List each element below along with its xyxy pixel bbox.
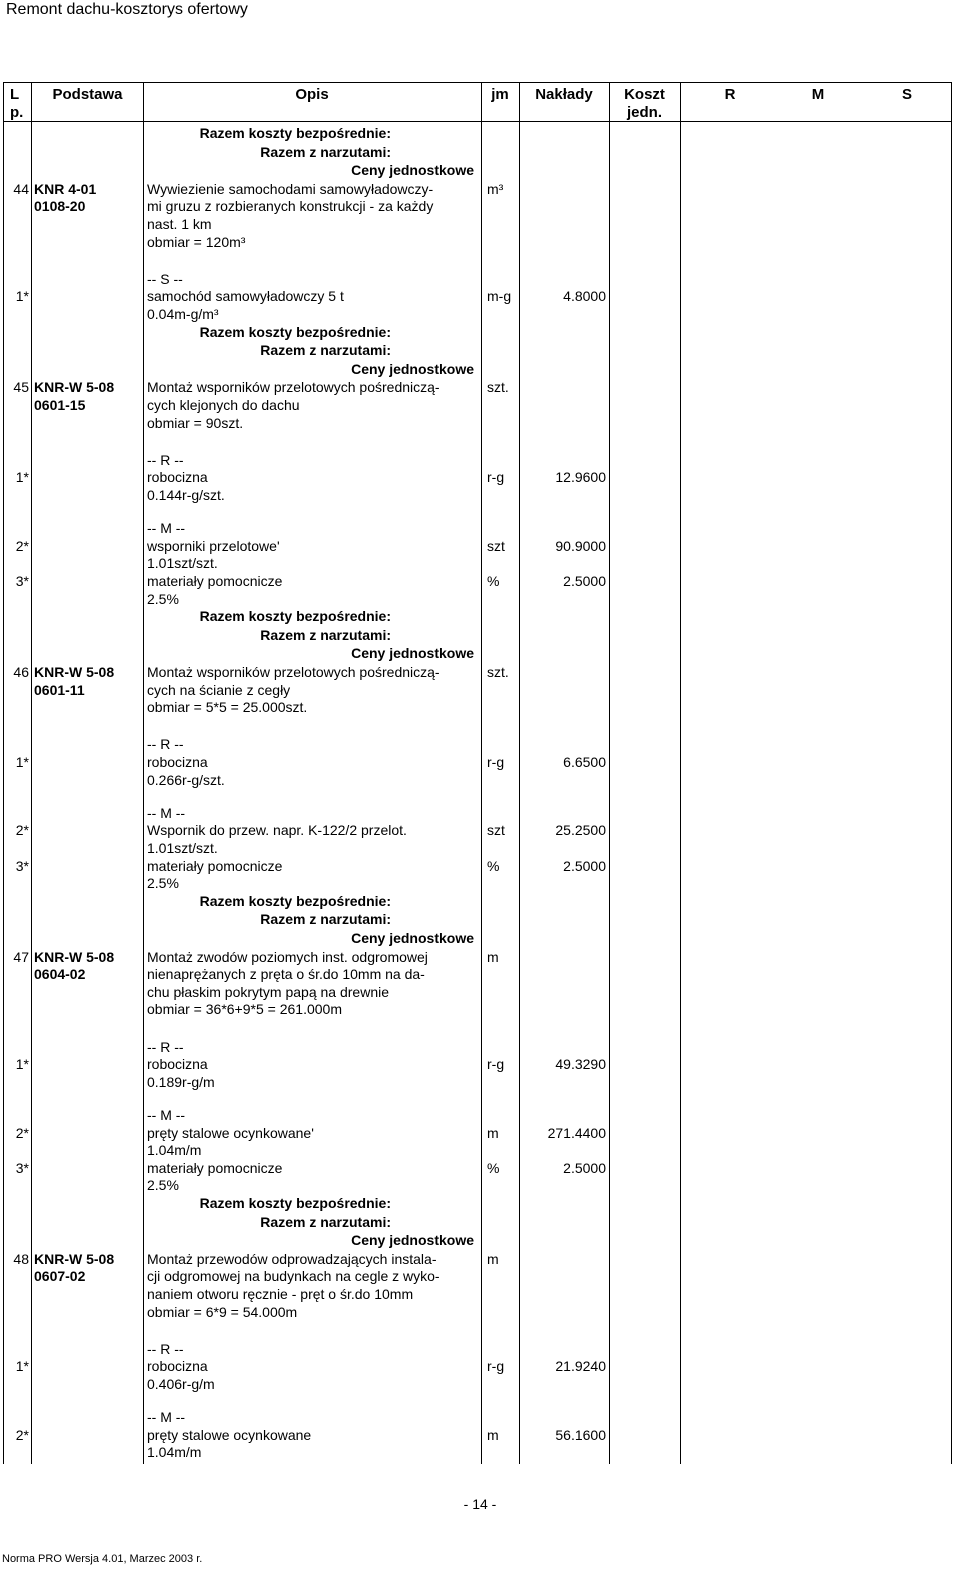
resource-quantity: 12.9600 [555, 469, 606, 486]
resource-unit: r-g [487, 1358, 505, 1375]
position-unit: szt. [487, 379, 509, 396]
resource-number: 3* [15, 1159, 29, 1176]
position-number: 46 [13, 664, 29, 680]
resource-norm: 1.04m/m [147, 1444, 202, 1461]
resource-number: 1* [15, 754, 29, 770]
resource-quantity: 90.9000 [555, 537, 606, 554]
col-divider [951, 83, 952, 1464]
position-base: KNR 4-01 0108-20 [34, 180, 97, 215]
summary-unit-prices: Ceny jednostkowe [351, 930, 474, 946]
summary-with-overhead: Razem z narzutami: [260, 626, 391, 643]
resource-unit: r-g [487, 1056, 505, 1073]
position-unit: szt. [487, 664, 509, 680]
footer-note: Norma PRO Wersja 4.01, Marzec 2003 r. [2, 1553, 203, 1565]
position-description: Wywiezienie samochodami samowyładowczy- mi gruzu z rozbieranych konstrukcji - za każdy nast. 1 km obmiar = 120m³ [147, 180, 434, 250]
column-header-m: M [811, 86, 825, 103]
column-header-s: S [901, 86, 912, 103]
resource-norm: 2.5% [147, 590, 179, 607]
resource-norm: 0.266r-g/szt. [147, 771, 225, 788]
resource-section-label: -- R -- [147, 1038, 184, 1055]
column-header-naklady: Nakłady [535, 86, 593, 103]
resource-norm: 1.01szt/szt. [147, 840, 218, 856]
position-number: 45 [13, 379, 29, 396]
resource-section-label: -- R -- [147, 1340, 184, 1357]
resource-name: robocizna [147, 754, 208, 770]
resource-norm: 1.04m/m [147, 1142, 202, 1159]
header-bottom-rule [3, 121, 952, 122]
position-description: Montaż wsporników przelotowych pośredniczą- cych na ścianie z cegły obmiar = 5*5 = 25.000szt. [147, 664, 440, 716]
position-base: KNR-W 5-08 0601-11 [34, 664, 115, 698]
resource-unit: r-g [487, 754, 505, 770]
position-base: KNR-W 5-08 0607-02 [34, 1250, 115, 1285]
summary-direct-costs: Razem koszty bezpośrednie: [199, 323, 391, 340]
resource-section-label: -- R -- [147, 736, 184, 753]
resource-number: 1* [15, 1056, 29, 1073]
resource-name: materiały pomocnicze [147, 857, 283, 874]
resource-name: materiały pomocnicze [147, 1159, 283, 1176]
position-number: 44 [13, 180, 29, 197]
col-divider [680, 83, 681, 1464]
resource-number: 2* [15, 1426, 29, 1443]
table-top-rule [3, 82, 952, 83]
summary-unit-prices: Ceny jednostkowe [351, 162, 474, 179]
resource-number: 2* [15, 1124, 29, 1141]
position-number: 48 [13, 1250, 29, 1267]
resource-number: 2* [15, 537, 29, 554]
summary-direct-costs: Razem koszty bezpośrednie: [199, 892, 391, 909]
resource-norm: 2.5% [147, 875, 179, 892]
resource-unit: % [487, 857, 500, 874]
resource-section-label: -- M -- [147, 1409, 186, 1426]
resource-name: materiały pomocnicze [147, 573, 283, 589]
position-base: KNR-W 5-08 0604-02 [34, 948, 115, 983]
col-divider [31, 83, 32, 1464]
resource-section-label: -- M -- [147, 804, 186, 821]
position-base: KNR-W 5-08 0601-15 [34, 379, 115, 413]
resource-norm: 0.189r-g/m [147, 1073, 215, 1090]
resource-quantity: 21.9240 [555, 1358, 606, 1375]
position-description: Montaż wsporników przelotowych pośredniczą- cych klejonych do dachu obmiar = 90szt. [147, 379, 440, 431]
resource-name: pręty stalowe ocynkowane' [147, 1124, 314, 1141]
summary-with-overhead: Razem z narzutami: [260, 1213, 391, 1230]
summary-unit-prices: Ceny jednostkowe [351, 360, 474, 377]
resource-quantity: 271.4400 [547, 1124, 606, 1141]
summary-direct-costs: Razem koszty bezpośrednie: [199, 1195, 391, 1211]
resource-quantity: 56.1600 [555, 1426, 606, 1443]
summary-with-overhead: Razem z narzutami: [260, 143, 391, 160]
summary-with-overhead: Razem z narzutami: [260, 342, 391, 359]
resource-number: 1* [15, 1358, 29, 1375]
resource-unit: m-g [487, 288, 512, 305]
col-divider [609, 83, 610, 1464]
resource-number: 1* [15, 469, 29, 486]
resource-name: wsporniki przelotowe' [147, 537, 280, 554]
resource-section-label: -- S -- [147, 270, 183, 287]
position-number: 47 [13, 948, 29, 965]
column-header-opis: Opis [295, 86, 329, 103]
resource-number: 2* [15, 822, 29, 839]
resource-number: 1* [15, 288, 29, 305]
column-header-jm: jm [491, 86, 509, 103]
resource-name: robocizna [147, 469, 208, 486]
column-header-r: R [724, 86, 736, 103]
column-header-podstawa: Podstawa [52, 86, 123, 103]
summary-direct-costs: Razem koszty bezpośrednie: [199, 125, 391, 141]
resource-name: Wspornik do przew. napr. K-122/2 przelot. [147, 822, 407, 839]
resource-quantity: 2.5000 [563, 857, 606, 874]
resource-quantity: 25.2500 [555, 822, 606, 839]
resource-unit: r-g [487, 469, 505, 486]
resource-name: robocizna [147, 1358, 208, 1375]
resource-name: samochód samowyładowczy 5 t [147, 288, 344, 305]
position-unit: m³ [487, 180, 504, 197]
summary-unit-prices: Ceny jednostkowe [351, 645, 474, 662]
resource-quantity: 49.3290 [555, 1056, 606, 1073]
resource-section-label: -- M -- [147, 520, 186, 537]
resource-unit: m [487, 1426, 499, 1443]
resource-norm: 0.04m-g/m³ [147, 306, 219, 322]
column-header-koszt: Koszt jedn. [624, 86, 665, 121]
resource-name: robocizna [147, 1056, 208, 1073]
resource-quantity: 4.8000 [563, 288, 606, 305]
resource-unit: % [487, 1159, 500, 1176]
resource-unit: % [487, 573, 500, 589]
resource-unit: m [487, 1124, 499, 1141]
resource-quantity: 6.6500 [563, 754, 606, 770]
summary-direct-costs: Razem koszty bezpośrednie: [199, 608, 391, 625]
resource-unit: szt [487, 822, 505, 839]
resource-unit: szt [487, 537, 505, 554]
resource-norm: 0.406r-g/m [147, 1376, 215, 1392]
resource-section-label: -- R -- [147, 451, 184, 468]
position-unit: m [487, 948, 499, 965]
column-header-lp: L p. [10, 86, 24, 121]
resource-name: pręty stalowe ocynkowane [147, 1426, 312, 1443]
resource-quantity: 2.5000 [563, 573, 606, 589]
position-description: Montaż zwodów poziomych inst. odgromowej nienaprężanych z pręta o śr.do 10mm na da- chu płaskim pokrytym papą na drewnie obmiar = 36*6+9*5 = 261.000m [147, 948, 428, 1018]
resource-norm: 0.144r-g/szt. [147, 487, 225, 503]
resource-number: 3* [15, 573, 29, 589]
page-number: - 14 - [463, 1496, 497, 1512]
resource-norm: 2.5% [147, 1177, 179, 1194]
resource-quantity: 2.5000 [563, 1159, 606, 1176]
resource-norm: 1.01szt/szt. [147, 555, 218, 572]
summary-with-overhead: Razem z narzutami: [260, 911, 391, 928]
resource-number: 3* [15, 857, 29, 874]
position-description: Montaż przewodów odprowadzających instala- cji odgromowej na budynkach na cegle z wyko- naniem otworu ręcznie - pręt o śr.do 10mm obmiar = 6*9 = 54.000m [147, 1250, 440, 1320]
resource-section-label: -- M -- [147, 1107, 186, 1123]
summary-unit-prices: Ceny jednostkowe [351, 1232, 474, 1249]
position-unit: m [487, 1250, 499, 1267]
document-title: Remont dachu-kosztorys ofertowy [6, 1, 248, 18]
